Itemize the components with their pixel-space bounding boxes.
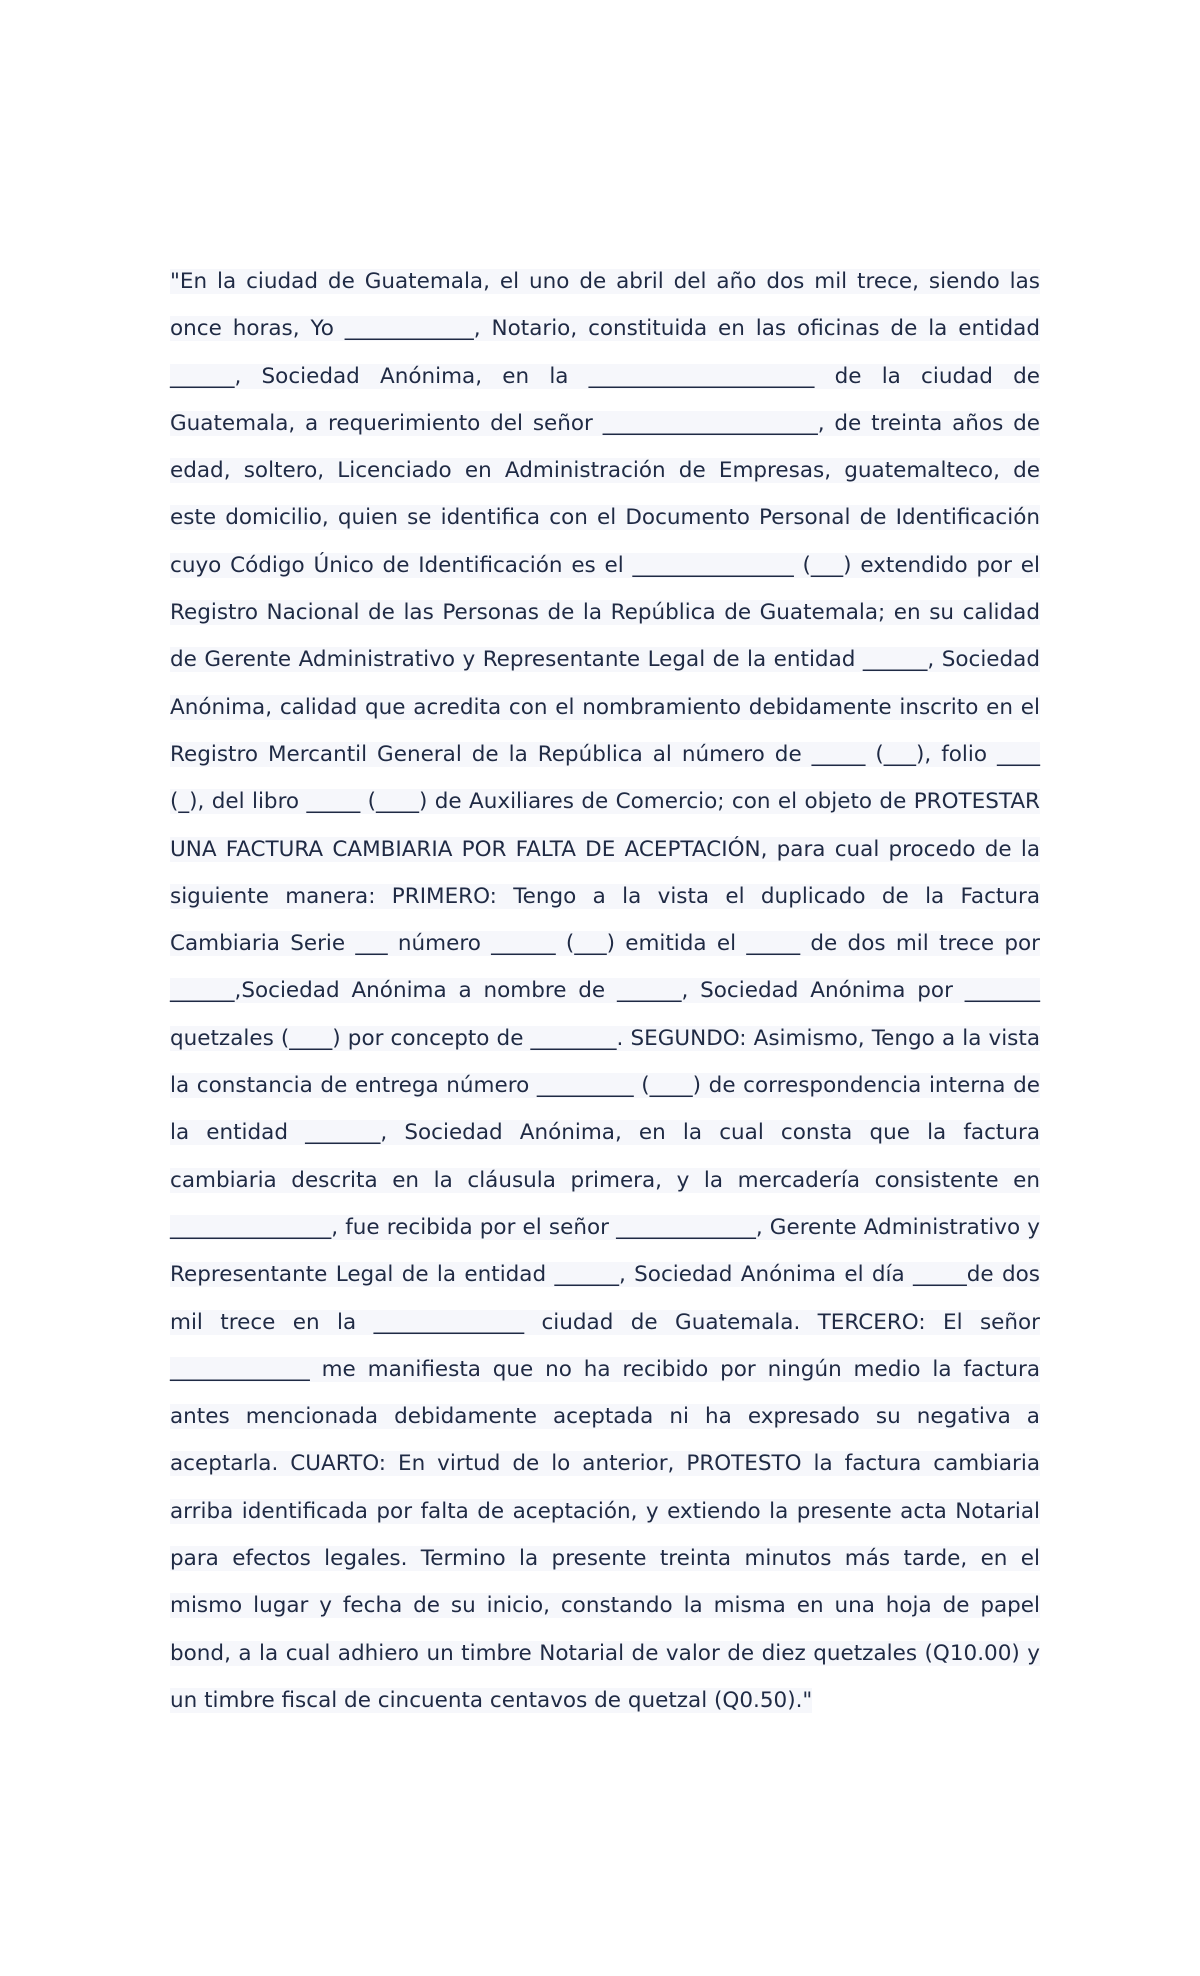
paragraph-text: "En la ciudad de Guatemala, el uno de abril del año dos mil trece, siendo las once horas, Yo ____________, Notario, constituida en las oficinas de la entidad ______, Sociedad Anónima, en la _____________________ de la ciudad de Guatemala, a requerimiento del señor ____________________, de treinta años de edad, soltero, Licenciado en Administración de Empresas, guatemalteco, de este domicilio, quien se identifica con el Documento Personal de Identificación cuyo Código Único de Identificación es el _______________ (___) extendido por el Registro Nacional de las Personas de la República de Guatemala; en su calidad de Gerente Administrativo y Representante Legal de la entidad ______, Sociedad Anónima, calidad que acredita con el nombramiento debidamente inscrito en el Registro Mercantil General de la República al número de _____ (___), folio ____ (_), del libro _____ (____) de Auxiliares de Comercio; con el objeto de PROTESTAR UNA FACTURA CAMBIARIA POR FALTA DE ACEPTACIÓN, para cual procedo de la siguiente manera: PRIMERO: Tengo a la vista el duplicado de la Factura Cambiaria Serie ___ número ______ (___) emitida el _____ de dos mil trece por ______,Sociedad Anónima a nombre de ______, Sociedad Anónima por _______ quetzales (____) por concepto de ________. SEGUNDO: Asimismo, Tengo a la vista la constancia de entrega número _________ (____) de correspondencia interna de la entidad _______, Sociedad Anónima, en la cual consta que la factura cambiaria descrita en la cláusula primera, y la mercadería consistente en _______________, fue recibida por el señor _____________, Gerente Administrativo y Representante Legal de la entidad ______, Sociedad Anónima el día _____de dos mil trece en la ______________ ciudad de Guatemala. TERCERO: El señor _____________ me manifiesta que no ha recibido por ningún medio la factura antes mencionada debidamente aceptada ni ha expresado su negativa a aceptarla. CUARTO: En virtud de lo anterior, PROTESTO la factura cambiaria arriba identificada por falta de aceptación, y extiendo la presente acta Notarial para efectos legales. Termino la presente treinta minutos más tarde, en el mismo lugar y fecha de su inicio, constando la misma en una hoja de papel bond, a la cual adhiero un timbre Notarial de valor de diez quetzales (Q10.00) y un timbre fiscal de cincuenta centavos de quetzal (Q0.50)." — [170, 269, 1040, 1713]
document-paragraph — [170, 258, 1040, 1724]
